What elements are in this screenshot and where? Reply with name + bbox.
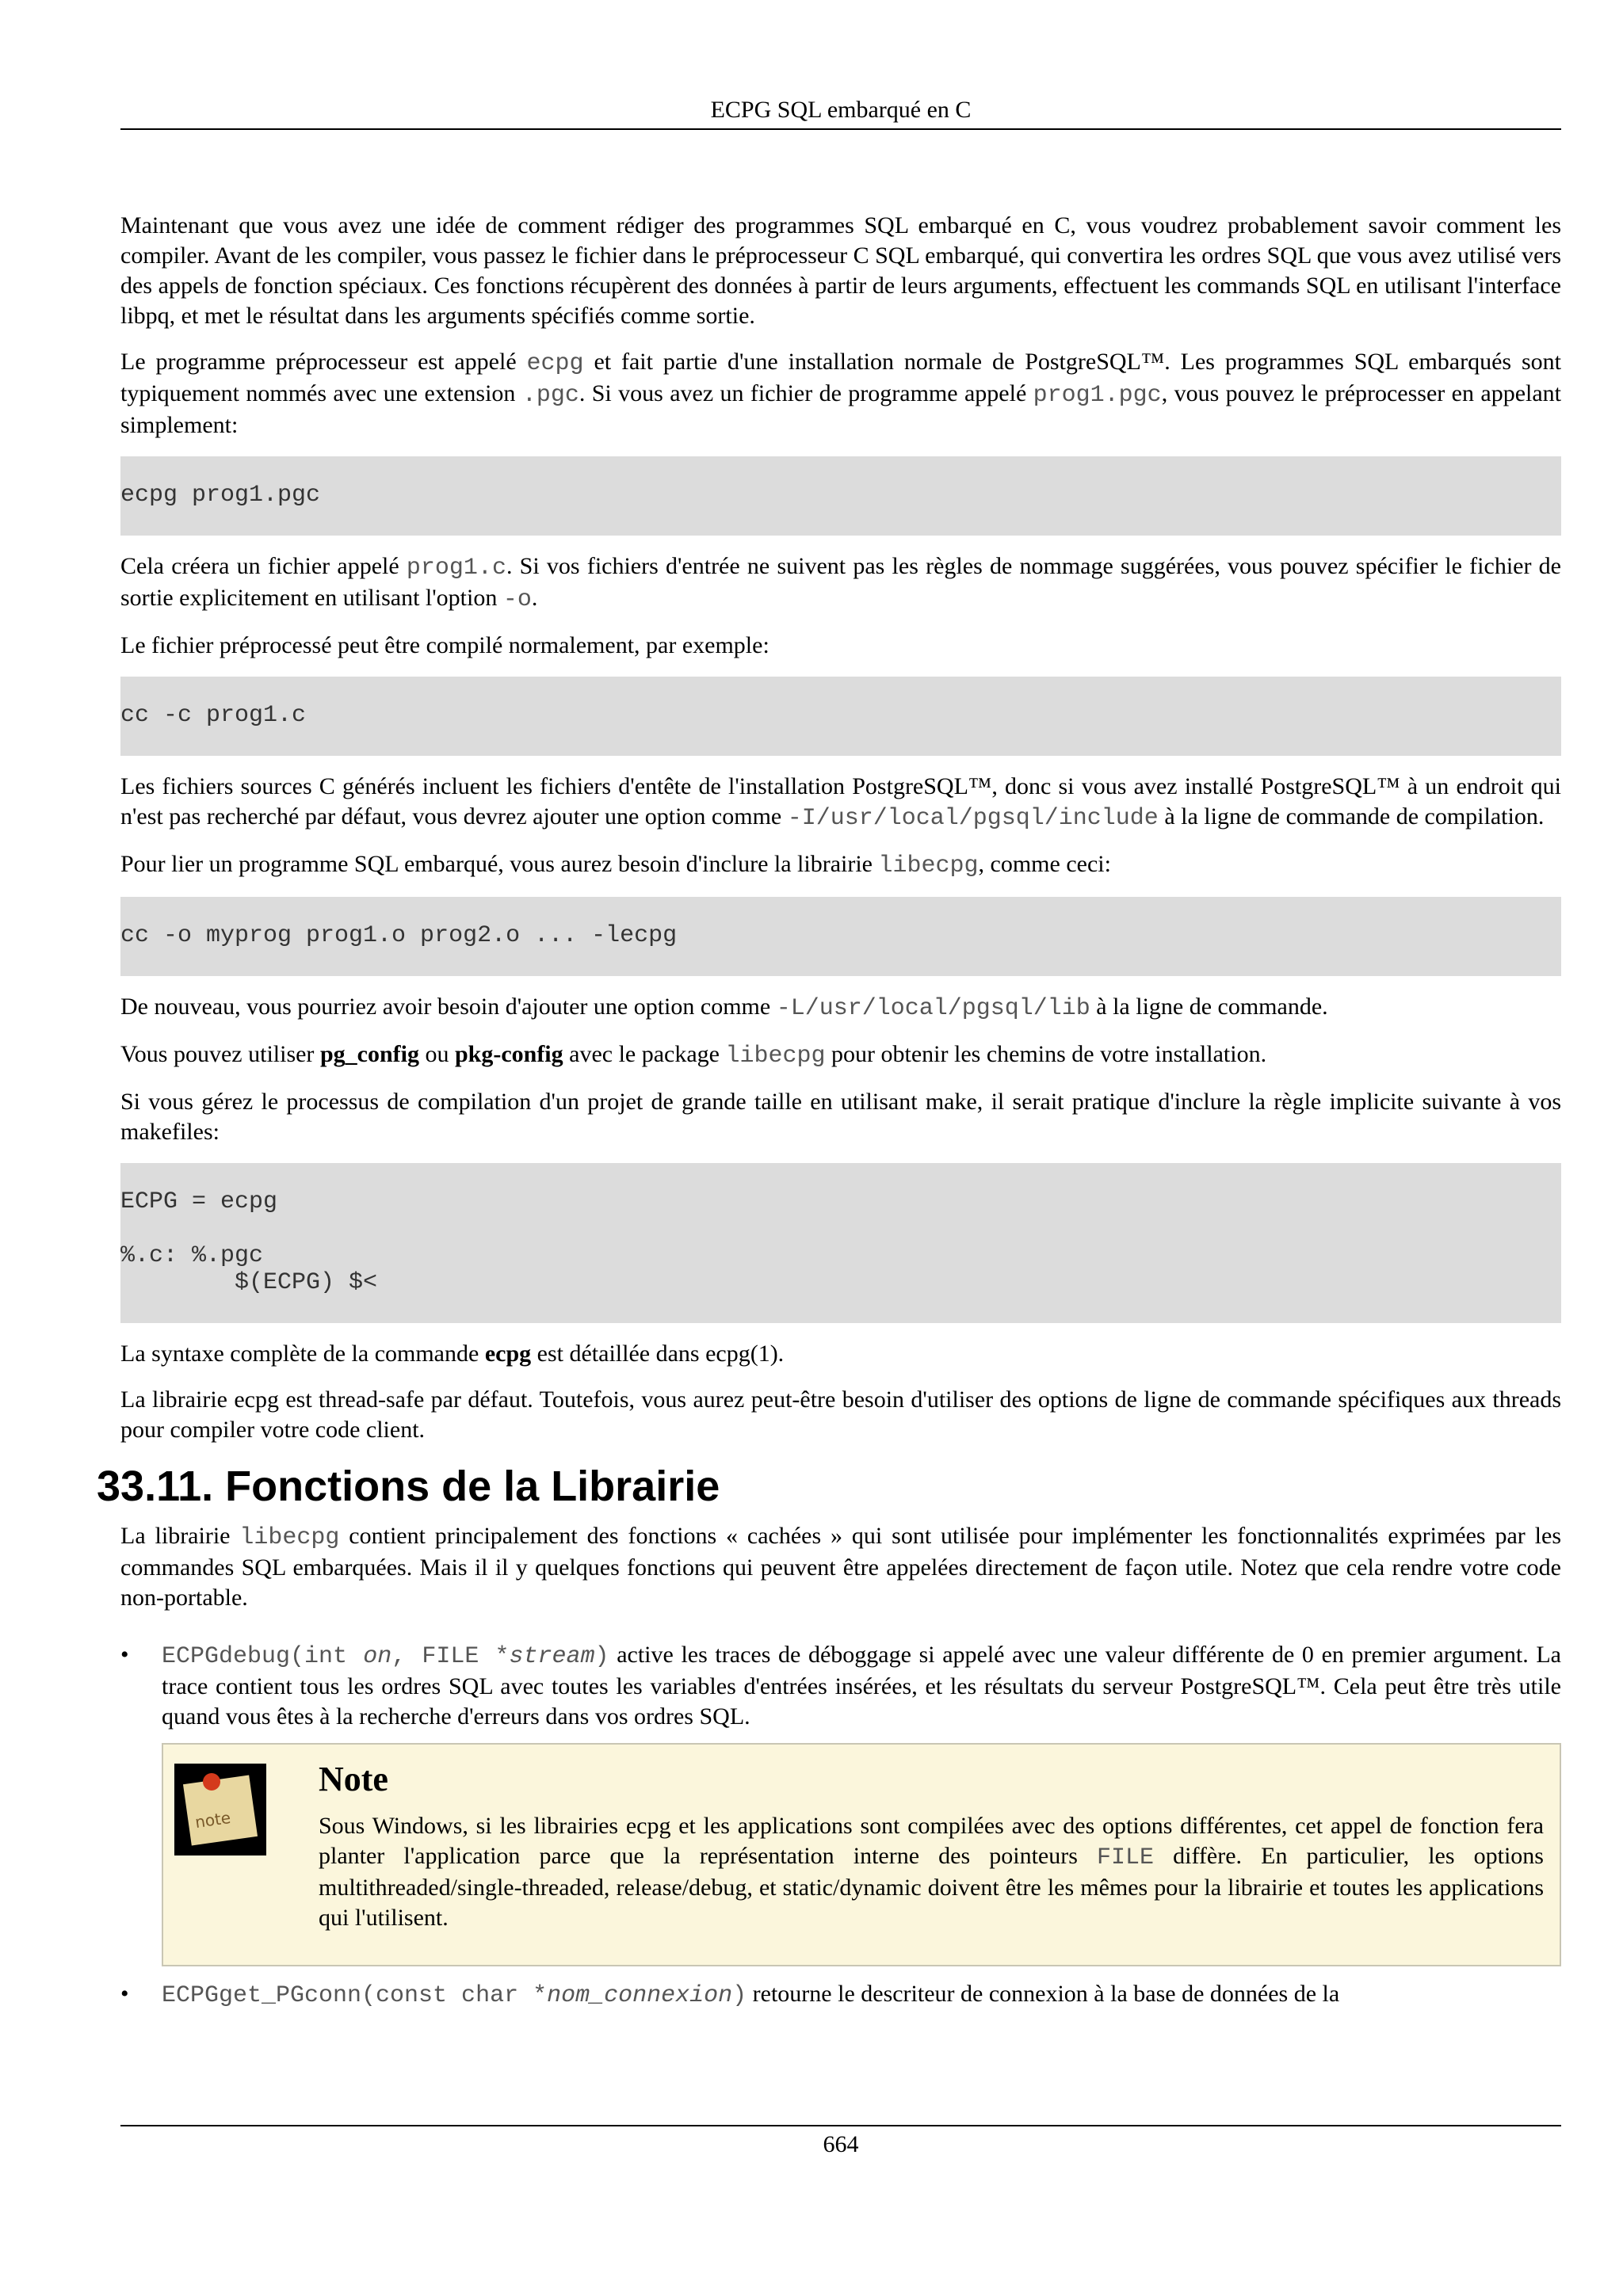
code-block-makefile: ECPG = ecpg %.c: %.pgc $(ECPG) $< — [120, 1163, 1561, 1323]
paragraph-pg-config — [120, 1039, 1561, 1071]
list-item-ecpgget-pgconn — [120, 1979, 1561, 2011]
paragraph-thread-safe: La librairie ecpg est thread-safe par défaut. Toutefois, vous aurez peut-être besoin d'utiliser des options de ligne de commande spécifiques aux threads pour compiler votre code client. — [120, 1386, 1561, 1443]
text-run: ECPGdebug(int — [162, 1643, 364, 1670]
inline-code: FILE — [1097, 1844, 1155, 1871]
text-run: avec le package — [563, 1041, 726, 1067]
function-list-continued — [120, 1979, 1561, 2011]
text-run: ) — [732, 1982, 747, 2009]
text-run: à la ligne de commande de compilation. — [1158, 803, 1545, 830]
page-content — [97, 211, 1562, 2022]
text-run: est détaillée dans ecpg(1). — [531, 1341, 785, 1367]
code-block-ecpg: ecpg prog1.pgc — [120, 456, 1561, 536]
text-run: Cela créera un fichier appelé — [120, 553, 407, 579]
text-run: La librairie — [120, 1523, 240, 1549]
bullet-icon: • — [120, 1981, 129, 2007]
text-run: et fait partie d'une installation normale de PostgreSQL™. Les programmes SQL embarqués sont typiquement nommés avec une extension — [120, 349, 1561, 406]
parameter-name: on — [363, 1643, 392, 1670]
command-name: pg_config — [319, 1041, 419, 1067]
paragraph-library-intro — [120, 1521, 1561, 1613]
function-signature — [162, 1643, 609, 1670]
function-description: retourne le descriteur de connexion à la base de données de la — [747, 1981, 1340, 2007]
paragraph-compile: Le fichier préprocessé peut être compilé normalement, par exemple: — [120, 632, 769, 658]
inline-code: -o — [502, 586, 532, 613]
note-box — [162, 1743, 1561, 1966]
text-run: Pour lier un programme SQL embarqué, vous aurez besoin d'inclure la librairie — [120, 851, 879, 877]
inline-code: libecpg — [239, 1524, 340, 1551]
paragraph-link — [120, 849, 1561, 881]
text-run: , FILE * — [391, 1643, 510, 1670]
text-run: Vous pouvez utiliser — [120, 1041, 320, 1067]
note-icon — [174, 1764, 266, 1855]
text-run: De nouveau, vous pourriez avoir besoin d'ajouter une option comme — [120, 994, 777, 1020]
text-run: Les fichiers sources C générés incluent les fichiers d'entête de l'installation PostgreSQL™, donc si vous avez installé PostgreSQL™ à un endroit qui n'est pas recherché par défaut, vous devrez ajouter une option comme — [120, 773, 1561, 830]
text-run: pour obtenir les chemins de votre installation. — [825, 1041, 1267, 1067]
parameter-name: stream — [509, 1643, 595, 1670]
inline-code: prog1.c — [406, 555, 506, 582]
inline-code: libecpg — [725, 1043, 826, 1070]
inline-code: -I/usr/local/pgsql/include — [787, 805, 1159, 832]
parameter-name: nom_connexion — [547, 1982, 733, 2009]
running-header: ECPG SQL embarqué en C — [710, 97, 972, 123]
text-run: contient principalement des fonctions « cachées » qui sont utilisée pour implémenter les fonctionnalités exprimées par les commandes SQL embarquées. Mais il il y quelques fonctions qui peuvent être appelées directement de façon utile. Notez que cela rendre votre code non-portable. — [120, 1523, 1562, 1611]
bullet-icon: • — [120, 1642, 129, 1668]
text-run: ou — [418, 1041, 455, 1067]
paragraph-lib-path — [120, 992, 1561, 1024]
text-run: , comme ceci: — [978, 851, 1111, 877]
code-block-link: cc -o myprog prog1.o prog2.o ... -lecpg — [120, 897, 1561, 976]
code-block-cc: cc -c prog1.c — [120, 677, 1561, 756]
text-run: . Si vos fichiers d'entrée ne suivent pas les règles de nommage suggérées, vous pouvez spécifier le fichier de sortie explicitement en utilisant l'option — [120, 553, 1562, 611]
paragraph-make: Si vous gérez le processus de compilation d'un projet de grande taille en utilisant make, il serait pratique d'inclure la règle implicite suivante à vos makefiles: — [120, 1089, 1561, 1145]
inline-code: libecpg — [878, 852, 979, 879]
text-run: , vous pouvez le préprocesser en appelant simplement: — [120, 380, 1561, 438]
text-run: ) — [594, 1643, 609, 1670]
text-run: ECPGget_PGconn(const char * — [162, 1982, 548, 2009]
command-name: pkg-config — [454, 1041, 563, 1067]
inline-code: prog1.pgc — [1033, 382, 1162, 409]
text-run: diffère. En particulier, les options multithreaded/single-threaded, release/debug, et static/dynamic doivent être les mêmes pour la librairie et toutes les applications qui l'utilisent. — [319, 1843, 1544, 1931]
command-name: ecpg — [484, 1341, 532, 1367]
note-icon-label: note — [193, 1807, 232, 1833]
inline-code: .pgc — [521, 382, 579, 409]
section-heading: 33.11. Fonctions de la Librairie — [97, 1463, 720, 1510]
list-item-ecpgdebug — [120, 1640, 1561, 1732]
text-run: Sous Windows, si les librairies ecpg et les applications sont compilées avec des options différentes, cet appel de fonction fera planter l'application parce que la représentation interne des pointeurs — [319, 1813, 1544, 1869]
note-title: Note — [319, 1760, 388, 1798]
paragraph-output-file — [120, 551, 1561, 615]
paragraph-syntax — [120, 1339, 1561, 1369]
text-run: Le programme préprocesseur est appelé — [120, 349, 527, 375]
paragraph-preprocessor — [120, 347, 1561, 441]
text-run: à la ligne de commande. — [1090, 994, 1328, 1020]
note-text — [319, 1811, 1544, 1933]
text-run: . — [531, 585, 538, 611]
function-description: active les traces de déboggage si appelé avec une valeur différente de 0 en premier argument. La trace contient tous les ordres SQL avec toutes les variables d'entrées insérées, et les résultats du serveur PostgreSQL™. Cela peut être très utile quand vous êtes à la recherche d'erreurs dans vos ordres SQL. — [162, 1642, 1561, 1730]
inline-code: ecpg — [526, 350, 584, 377]
inline-code: -L/usr/local/pgsql/lib — [776, 995, 1090, 1022]
paragraph-include-path — [120, 772, 1561, 833]
paragraph-intro: Maintenant que vous avez une idée de comment rédiger des programmes SQL embarqué en C, vous voudrez probablement savoir comment les compiler. Avant de les compiler, vous passez le fichier dans le préprocesseur C SQL embarqué, qui convertira les ordres SQL que vous avez utilisé vers des appels de fonction spéciaux. Ces fonctions récupèrent des données à partir de leurs arguments, effectuent les commands SQL en utilisant l'interface libpq, et met le résultat dans les arguments spécifiés comme sortie. — [120, 212, 1561, 329]
text-run: . Si vous avez un fichier de programme appelé — [579, 380, 1033, 406]
page-number: 664 — [823, 2131, 859, 2157]
function-signature — [162, 1982, 747, 2009]
header-rule — [120, 128, 1561, 130]
function-list — [120, 1640, 1561, 1732]
pushpin-shape — [203, 1773, 220, 1791]
text-run: La syntaxe complète de la commande — [120, 1341, 485, 1367]
footer-rule — [120, 2125, 1561, 2126]
